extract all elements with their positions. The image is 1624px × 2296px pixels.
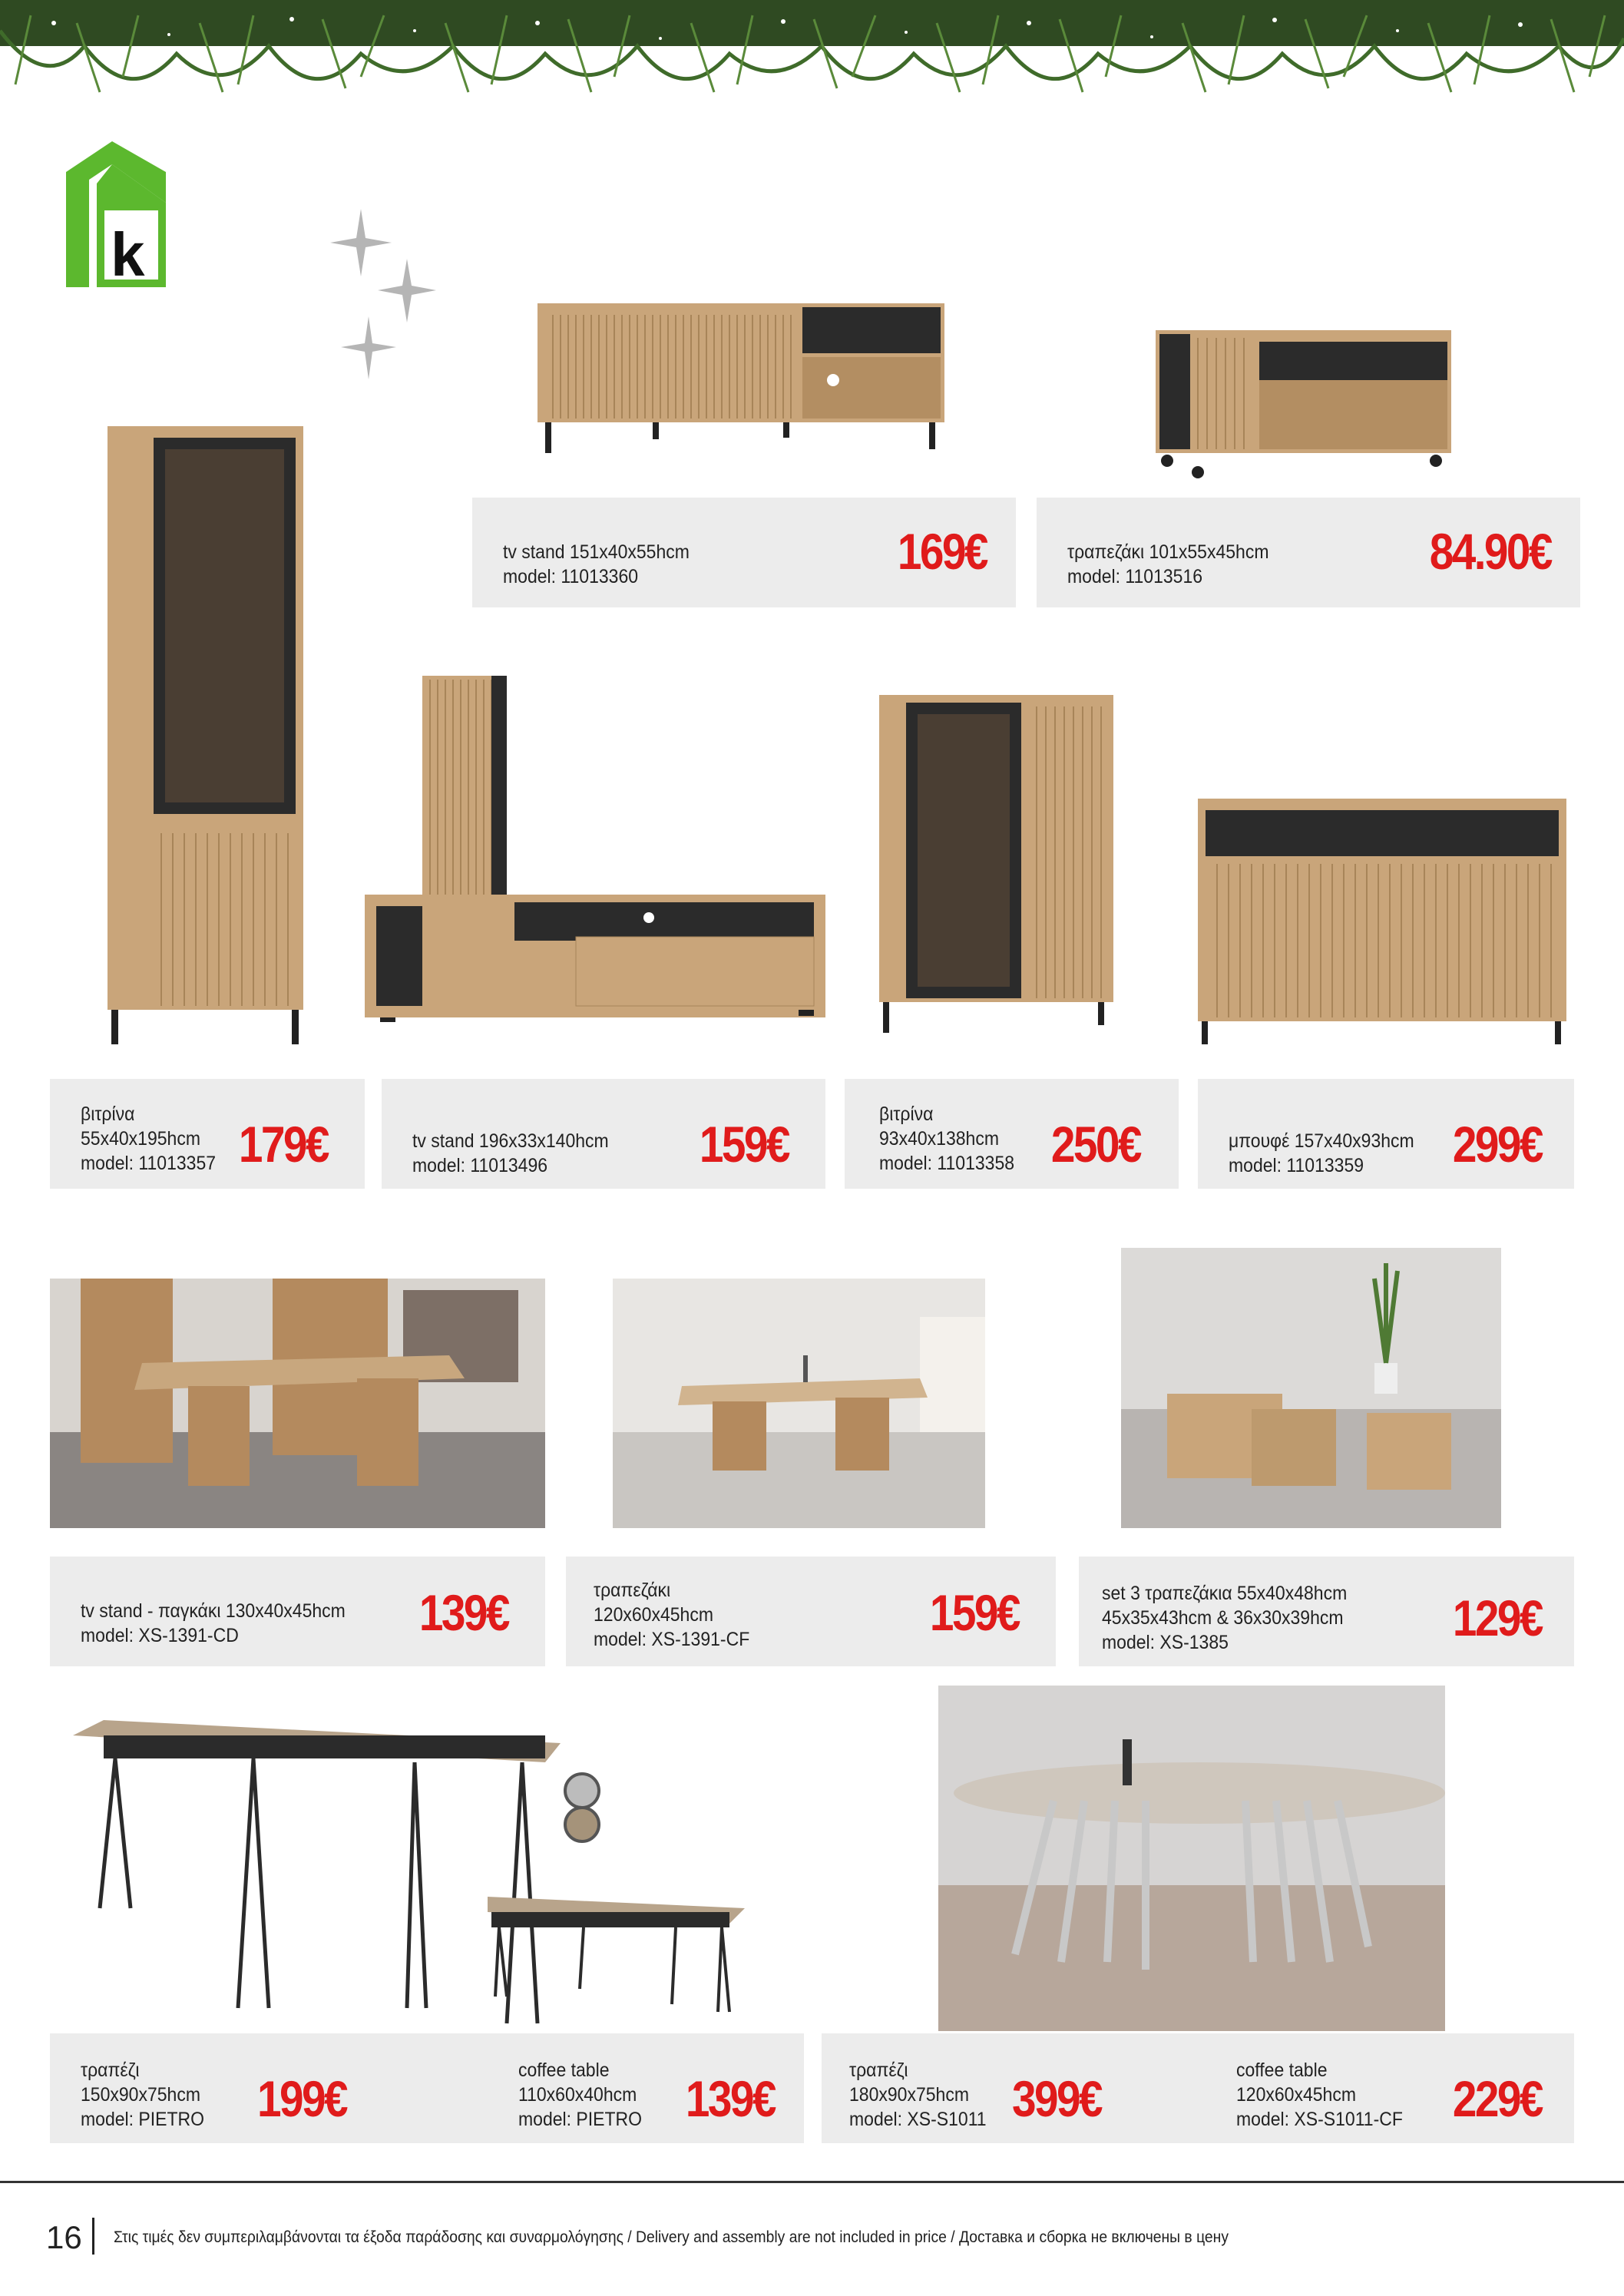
- product-model: model: 11013496: [412, 1155, 548, 1176]
- product-model: model: 11013360: [503, 566, 639, 587]
- price-box-nesting-tables-XS-1385: [1079, 1557, 1574, 1666]
- price-box-sideboard-11013359: [1198, 1079, 1574, 1189]
- product-model: model: XS-S1011-CF: [1236, 2109, 1403, 2130]
- product-price: 159€: [930, 1584, 1019, 1641]
- product-image-table-XS-S1011[interactable]: [938, 1686, 1445, 2031]
- product-image-sideboard-11013359[interactable]: [1194, 787, 1570, 1044]
- price-box-vitrine-11013358: [845, 1079, 1179, 1189]
- product-name: coffee table: [1236, 2059, 1328, 2081]
- product-name: τραπεζάκι 101x55x45hcm: [1067, 541, 1269, 563]
- price-box-tv-stand-11013360: [472, 498, 1016, 607]
- product-price: 250€: [1051, 1116, 1140, 1173]
- product-price: 399€: [1012, 2070, 1101, 2127]
- color-swatch-grey[interactable]: [564, 1772, 600, 1809]
- product-price: 129€: [1453, 1590, 1542, 1646]
- product-size: 55x40x195hcm: [81, 1128, 200, 1150]
- product-name: τραπεζάκι: [594, 1580, 671, 1601]
- product-model: model: 11013516: [1067, 566, 1203, 587]
- product-model: model: 11013358: [879, 1153, 1015, 1174]
- price-box-bench-XS-1391-CD: [50, 1557, 545, 1666]
- page-number-separator: [92, 2218, 94, 2255]
- product-model: model: PIETRO: [518, 2109, 643, 2130]
- product-size: 180x90x75hcm: [849, 2084, 969, 2106]
- product-size: 120x60x45hcm: [1236, 2084, 1356, 2106]
- product-model: model: XS-S1011: [849, 2109, 987, 2130]
- product-name: τραπέζι: [81, 2059, 140, 2081]
- product-name: tv stand 151x40x55hcm: [503, 541, 690, 563]
- product-image-tv-stand-11013360[interactable]: [530, 292, 952, 484]
- product-size: 93x40x138hcm: [879, 1128, 999, 1150]
- product-size: 120x60x45hcm: [594, 1604, 713, 1626]
- price-box-vitrine-11013357: [50, 1079, 365, 1189]
- price-box-pietro: [50, 2033, 804, 2143]
- price-box-XS-S1011: [822, 2033, 1574, 2143]
- product-image-nesting-tables-XS-1385[interactable]: [1121, 1248, 1501, 1528]
- product-image-bench-XS-1391-CD[interactable]: [50, 1279, 545, 1528]
- product-image-coffee-table-PIETRO[interactable]: [484, 1881, 752, 2020]
- footer-divider: [0, 2181, 1624, 2183]
- product-name: coffee table: [518, 2059, 610, 2081]
- product-image-vitrine-11013358[interactable]: [875, 691, 1121, 1040]
- product-model: model: XS-1385: [1102, 1632, 1229, 1653]
- product-name: tv stand - παγκάκι 130x40x45hcm: [81, 1600, 346, 1622]
- product-image-coffee-table-11013516[interactable]: [1152, 315, 1459, 484]
- product-name: τραπέζι: [849, 2059, 908, 2081]
- product-image-vitrine-11013357[interactable]: [100, 419, 315, 1048]
- product-price: 139€: [419, 1584, 508, 1641]
- product-price: 84.90€: [1429, 523, 1551, 580]
- product-model: model: PIETRO: [81, 2109, 205, 2130]
- product-name: set 3 τραπεζάκια 55x40x48hcm: [1102, 1583, 1348, 1604]
- price-box-coffee-table-11013516: [1037, 498, 1580, 607]
- product-size: 150x90x75hcm: [81, 2084, 200, 2106]
- product-model: model: XS-1391-CF: [594, 1629, 750, 1650]
- product-image-coffee-table-XS-1391-CF[interactable]: [613, 1279, 985, 1528]
- product-name: βιτρίνα: [81, 1103, 135, 1125]
- product-name: μπουφέ 157x40x93hcm: [1229, 1130, 1414, 1152]
- product-model: model: XS-1391-CD: [81, 1625, 239, 1646]
- product-price: 169€: [898, 523, 987, 580]
- product-model: model: 11013359: [1229, 1155, 1364, 1176]
- product-name: tv stand 196x33x140hcm: [412, 1130, 609, 1152]
- product-price: 299€: [1453, 1116, 1542, 1173]
- color-swatch-oak[interactable]: [564, 1806, 600, 1843]
- product-price: 199€: [257, 2070, 346, 2127]
- delivery-note: Στις τιμές δεν συμπεριλαμβάνονται τα έξοδα παράδοσης και συναρμολόγησης / Delivery and assembly are not included in price / Доставка и сборка не включены в цену: [114, 2228, 1229, 2246]
- product-image-tv-stand-11013496[interactable]: [361, 672, 829, 1044]
- logo-letter: k: [111, 220, 145, 287]
- christmas-garland-decoration: [0, 0, 1624, 115]
- price-box-coffee-table-XS-1391-CF: [566, 1557, 1056, 1666]
- page-number: 16: [46, 2219, 82, 2255]
- product-name: βιτρίνα: [879, 1103, 934, 1125]
- product-price: 139€: [686, 2070, 775, 2127]
- product-price: 229€: [1453, 2070, 1542, 2127]
- brand-logo: [66, 141, 166, 287]
- product-size: 110x60x40hcm: [518, 2084, 637, 2106]
- price-box-tv-stand-11013496: [382, 1079, 825, 1189]
- product-price: 159€: [700, 1116, 789, 1173]
- product-size: 45x35x43hcm & 36x30x39hcm: [1102, 1607, 1344, 1629]
- product-model: model: 11013357: [81, 1153, 217, 1174]
- product-price: 179€: [239, 1116, 328, 1173]
- sparkle-stars-decoration: [322, 201, 453, 393]
